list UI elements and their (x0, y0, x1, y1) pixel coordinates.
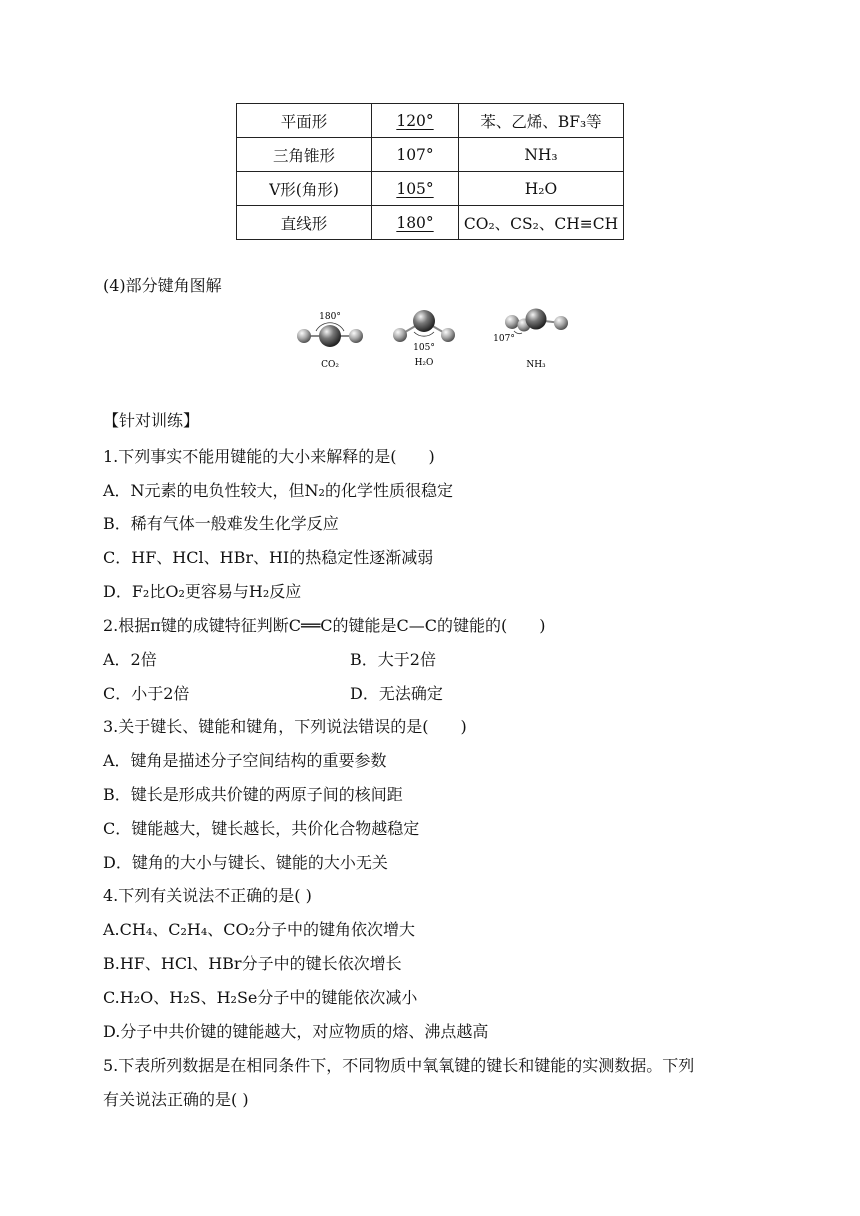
table-row (237, 104, 624, 138)
question-1-option-d: D．F₂比O₂更容易与H₂反应 (103, 582, 302, 601)
question-5-stem-line1: 5.下表所列数据是在相同条件下，不同物质中氧氧键的键长和键能的实测数据。下列 (103, 1056, 695, 1075)
nh3-molecule-figure (490, 305, 570, 375)
table-cell-angle: 107° (372, 138, 459, 172)
question-4-option-a: A.CH₄、C₂H₄、CO₂分子中的键角依次增大 (103, 920, 416, 939)
table-cell-examples: 苯、乙烯、BF₃等 (459, 104, 624, 138)
atom (393, 328, 407, 342)
question-3-option-c: C．键能越大，键长越长，共价化合物越稳定 (103, 819, 420, 838)
table-cell-shape: 平面形 (237, 104, 372, 138)
question-2-option-c: C．小于2倍 (103, 684, 190, 703)
question-4-option-d: D.分子中共价键的键能越大，对应物质的熔、沸点越高 (103, 1022, 489, 1041)
question-1-option-b: B．稀有气体一般难发生化学反应 (103, 514, 339, 533)
table-cell-shape: 直线形 (237, 206, 372, 240)
angle-label: 105° (413, 343, 435, 353)
question-1-option-a: A．N元素的电负性较大，但N₂的化学性质很稳定 (103, 481, 453, 500)
table-cell-angle: 120° (372, 104, 459, 138)
h2o-molecule-figure (386, 305, 462, 375)
atom (441, 328, 455, 342)
atom (297, 329, 311, 343)
table-row (237, 138, 624, 172)
question-2-option-d: D．无法确定 (350, 684, 443, 703)
table-cell-examples: H₂O (459, 172, 624, 206)
formula-label: NH₃ (526, 360, 546, 370)
table-cell-examples: CO₂、CS₂、CH≡CH (459, 206, 624, 240)
question-4-option-c: C.H₂O、H₂S、H₂Se分子中的键能依次减小 (103, 988, 418, 1007)
question-4-stem: 4.下列有关说法不正确的是( ) (103, 886, 312, 905)
table-cell-examples: NH₃ (459, 138, 624, 172)
co2-molecule-figure (290, 305, 370, 375)
table-row (237, 206, 624, 240)
question-2-option-b: B．大于2倍 (350, 650, 436, 669)
question-3-option-b: B．键长是形成共价键的两原子间的核间距 (103, 785, 403, 804)
question-4-option-b: B.HF、HCl、HBr分子中的键长依次增长 (103, 954, 402, 973)
question-1-stem: 1.下列事实不能用键能的大小来解释的是( ) (103, 447, 435, 466)
angle-arc (414, 332, 434, 336)
question-5-stem-line2: 有关说法正确的是( ) (103, 1090, 249, 1109)
formula-label: CO₂ (321, 360, 339, 370)
table-cell-shape: V形(角形) (237, 172, 372, 206)
atom (554, 316, 568, 330)
question-1-option-c: C．HF、HCl、HBr、HI的热稳定性逐渐减弱 (103, 548, 434, 567)
atom (319, 325, 341, 347)
atom (505, 315, 519, 329)
bond-angle-table (236, 103, 624, 240)
formula-label: H₂O (414, 358, 434, 368)
table-cell-shape: 三角锥形 (237, 138, 372, 172)
atom (413, 310, 435, 332)
question-3-option-a: A．键角是描述分子空间结构的重要参数 (103, 751, 387, 770)
practice-heading: 【针对训练】 (103, 411, 200, 430)
table-cell-angle: 180° (372, 206, 459, 240)
angle-label: 180° (319, 312, 341, 322)
angle-label: 107° (493, 334, 515, 344)
section-heading: (4)部分键角图解 (103, 276, 222, 295)
question-3-option-d: D．键角的大小与键长、键能的大小无关 (103, 853, 388, 872)
table-cell-angle: 105° (372, 172, 459, 206)
table-row (237, 172, 624, 206)
atom (526, 309, 547, 330)
question-2-stem: 2.根据π键的成键特征判断C══C的键能是C—C的键能的( ) (103, 616, 546, 635)
question-2-option-a: A．2倍 (103, 650, 157, 669)
angle-arc (514, 331, 522, 334)
atom (349, 329, 363, 343)
question-3-stem: 3.关于键长、键能和键角，下列说法错误的是( ) (103, 717, 467, 736)
